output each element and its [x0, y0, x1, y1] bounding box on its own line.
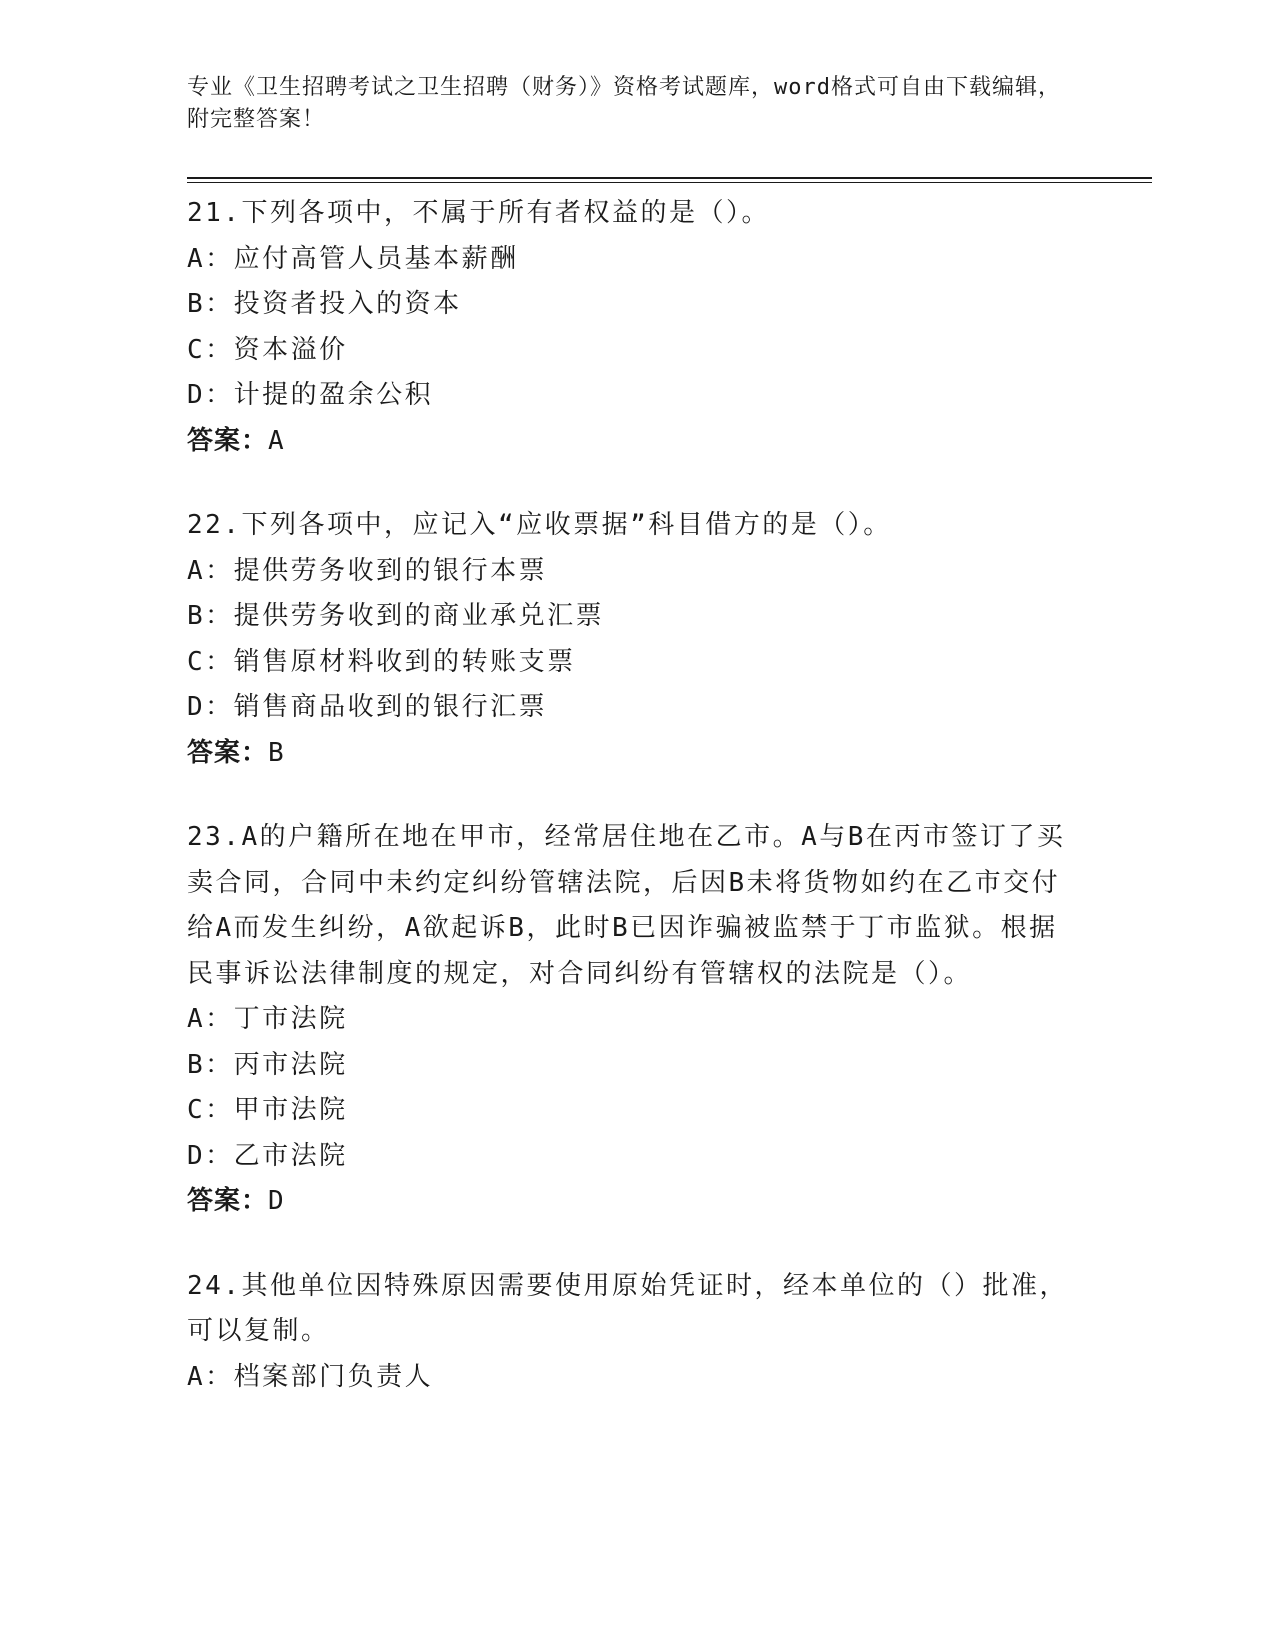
question-22 [187, 503, 1077, 776]
option-b: B：提供劳务收到的商业承兑汇票 [187, 601, 605, 631]
answer-label: 答案： [187, 425, 269, 456]
question-list [187, 191, 1077, 1439]
option-d: D：计提的盈余公积 [187, 380, 434, 410]
answer-line [187, 419, 1077, 465]
document-header: 专业《卫生招聘考试之卫生招聘（财务）》资格考试题库，word格式可自由下载编辑，附完整答案！ [187, 75, 1061, 132]
option-a: A：应付高管人员基本薪酬 [187, 243, 519, 274]
option-c: C：销售原材料收到的转账支票 [187, 646, 576, 677]
answer-line [187, 731, 1077, 777]
answer-label: 答案： [187, 1186, 269, 1216]
question-stem: 23.A的户籍所在地在甲市，经常居住地在乙市。A与B在丙市签订了买卖合同，合同中未约定纠纷管辖法院，后因B未将货物如约在乙市交付给A而发生纠纷，A欲起诉B，此时B已因诈骗被监禁于丁市监狱。根据民事诉讼法律制度的规定，对合同纠纷有管辖权的法院是（）。 [187, 822, 1066, 989]
question-23 [187, 815, 1077, 1225]
option-d: D：乙市法院 [187, 1140, 348, 1171]
header-divider-thick [187, 177, 1152, 179]
answer-value: D [268, 1186, 285, 1216]
question-21 [187, 191, 1077, 464]
question-stem: 22.下列各项中，应记入“应收票据”科目借方的是（）。 [187, 510, 892, 540]
option-c: C：资本溢价 [187, 334, 348, 365]
answer-label: 答案： [187, 737, 269, 768]
question-stem: 24.其他单位因特殊原因需要使用原始凭证时，经本单位的（）批准，可以复制。 [187, 1270, 1068, 1346]
question-24 [187, 1264, 1077, 1401]
option-a: A：档案部门负责人 [187, 1361, 434, 1392]
option-b: B：投资者投入的资本 [187, 289, 462, 319]
option-a: A：丁市法院 [187, 1004, 348, 1034]
option-a: A：提供劳务收到的银行本票 [187, 555, 548, 586]
header-divider-thin [187, 182, 1152, 183]
answer-line [187, 1179, 1077, 1225]
option-c: C：甲市法院 [187, 1095, 348, 1125]
question-stem: 21.下列各项中，不属于所有者权益的是（）。 [187, 198, 770, 228]
answer-value: B [268, 737, 285, 768]
option-b: B：丙市法院 [187, 1049, 348, 1080]
option-d: D：销售商品收到的银行汇票 [187, 692, 548, 722]
answer-value: A [268, 425, 285, 456]
